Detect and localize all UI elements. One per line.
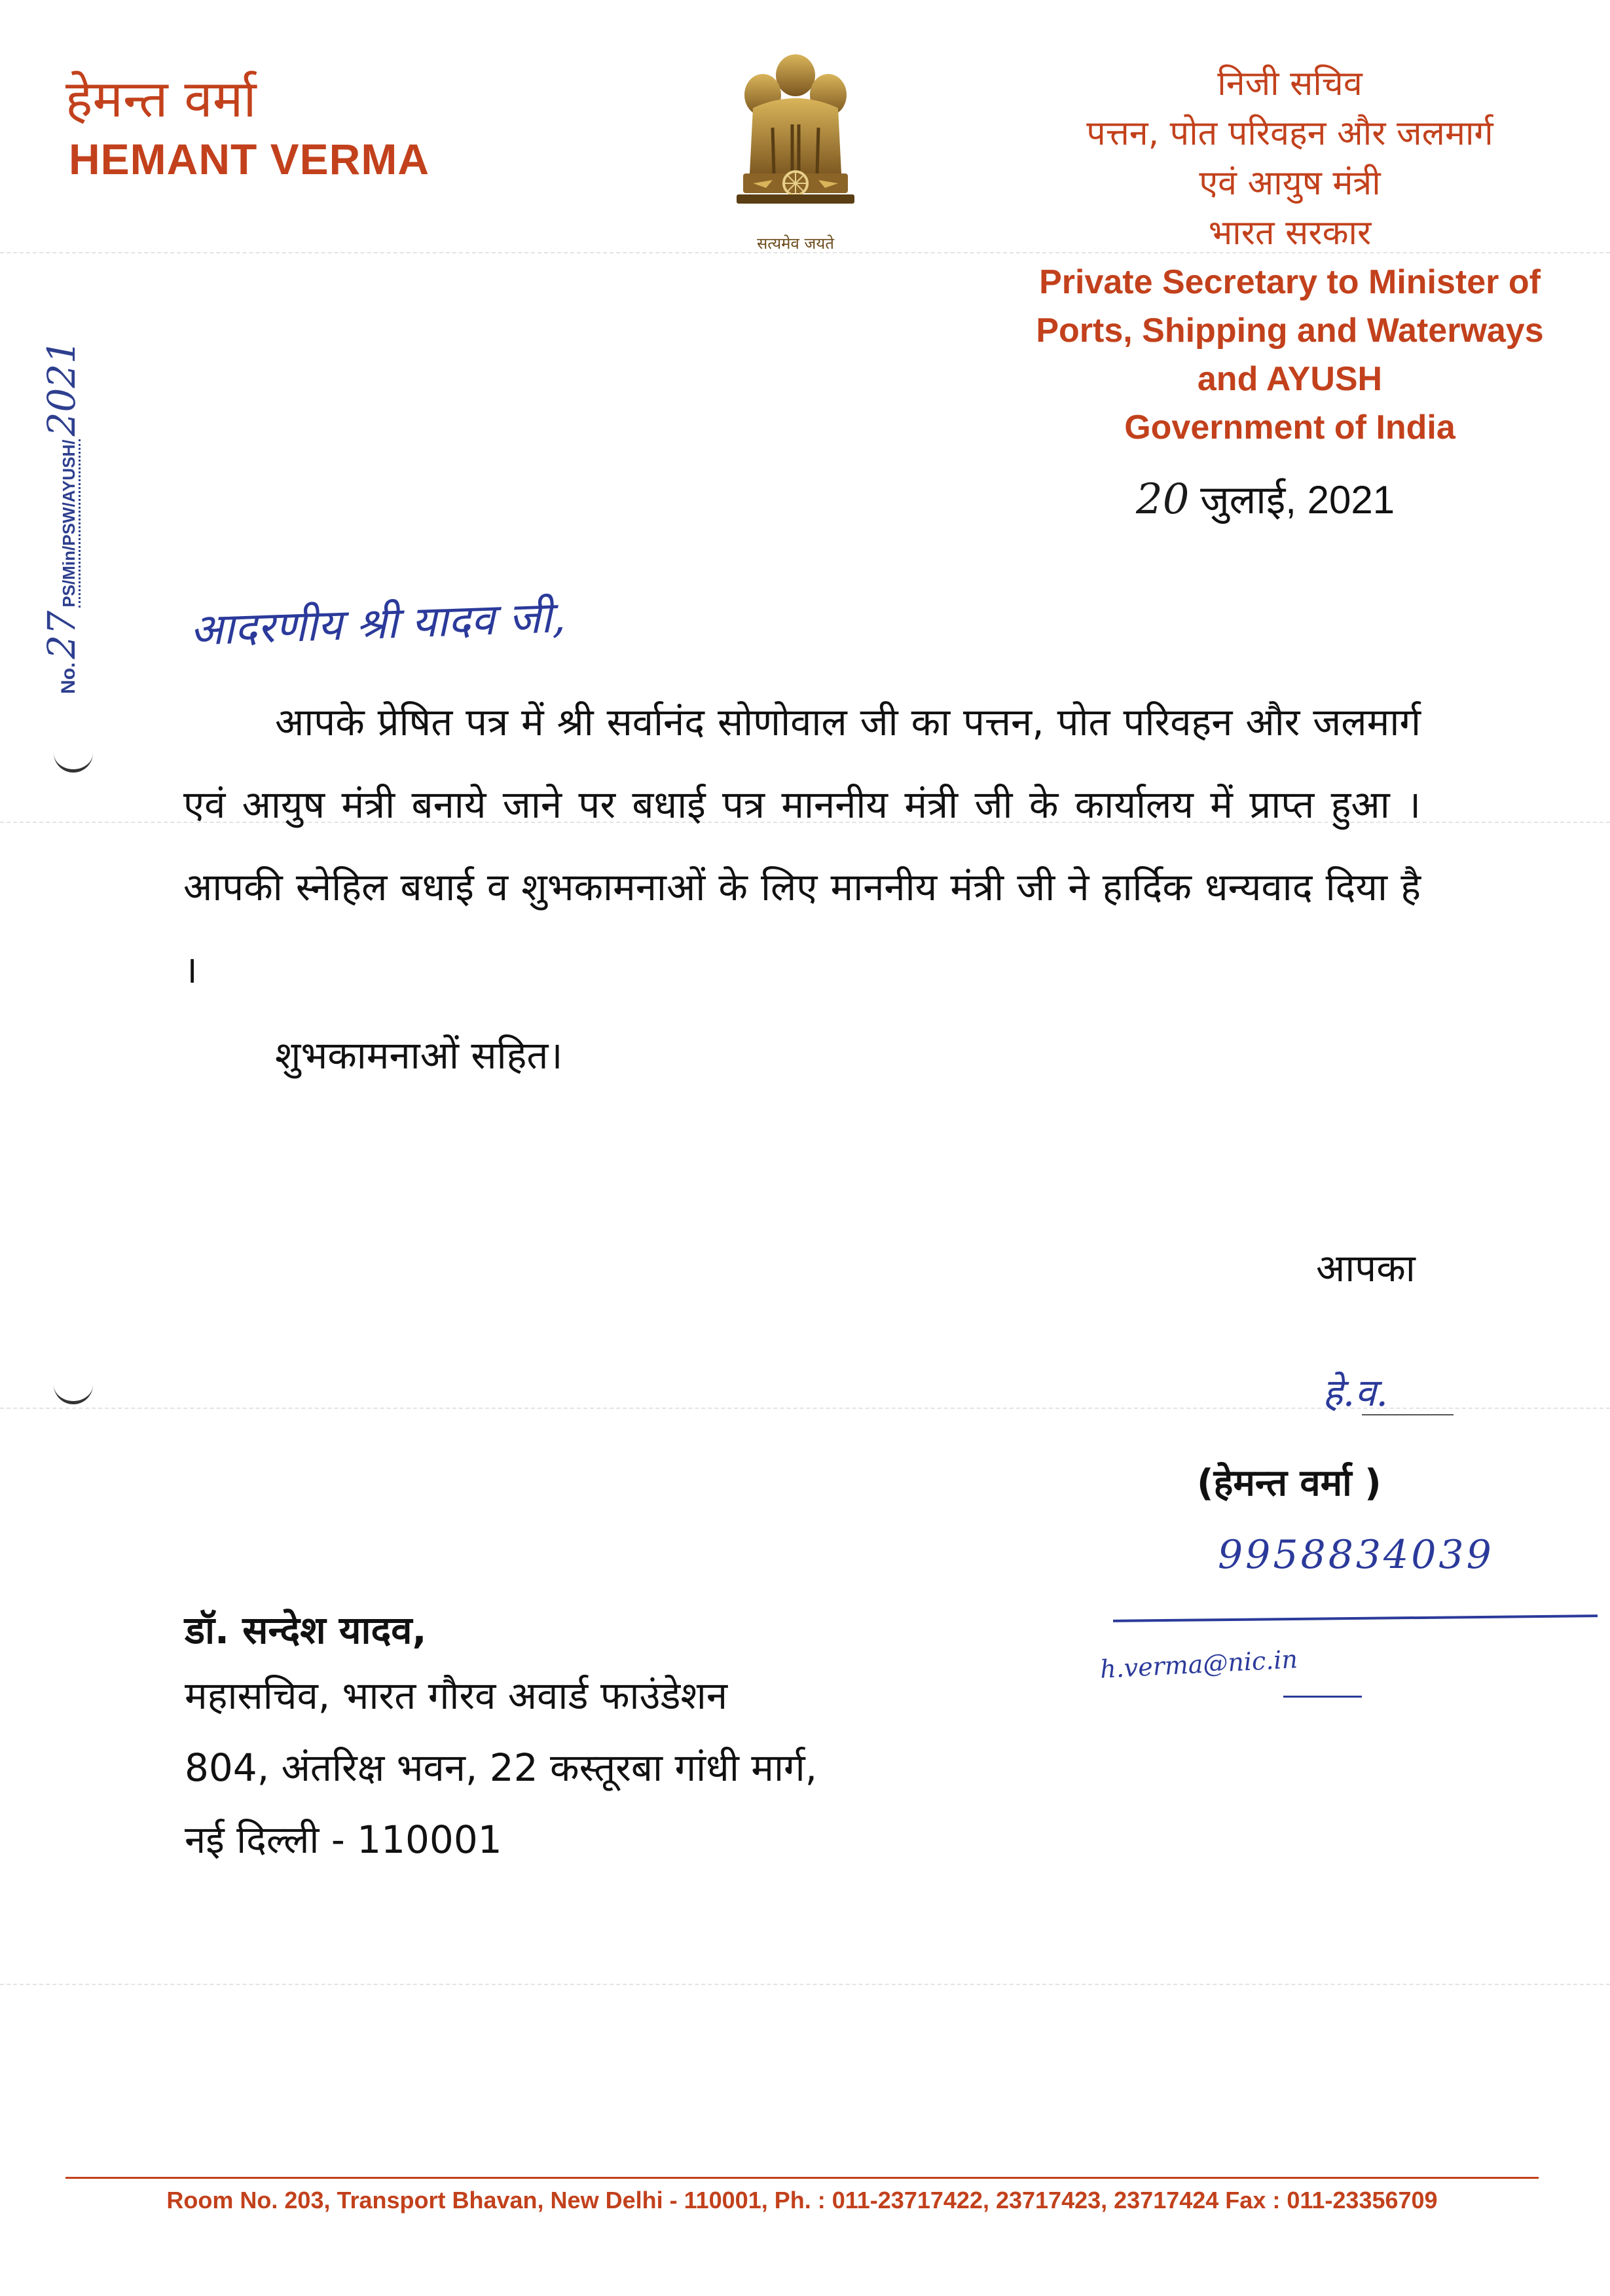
recipient-name: डॉ. सन्देश यादव, <box>185 1608 427 1652</box>
handwritten-underline <box>1113 1614 1598 1622</box>
designation-english-line: and AYUSH <box>1197 360 1383 398</box>
designation-english-line: Ports, Shipping and Waterways <box>1036 312 1544 350</box>
national-emblem-icon <box>727 49 864 259</box>
footer-address: Room No. 203, Transport Bhavan, New Delhi - 110001, Ph. : 011-23717422, 23717423, 23717424 Fax : 011-23356709 <box>166 2187 1438 2214</box>
designation-hindi-line: पत्तन, पोत परिवहन और जलमार्ग <box>1086 114 1493 153</box>
email-handwritten: h.verma@nic.in <box>1099 1645 1298 1684</box>
yours-text: आपका <box>1316 1246 1416 1290</box>
letter-date <box>1136 471 1395 525</box>
salutation-handwritten: आदरणीय श्री यादव जी, <box>189 592 566 655</box>
sender-name-english: HEMANT VERMA <box>69 135 430 183</box>
footer-divider <box>65 2177 1539 2179</box>
recipient-address <box>185 1601 817 1876</box>
emblem-motto: सत्यमेव जयते <box>757 234 834 253</box>
letter-body: आपके प्रेषित पत्र में श्री सर्वानंद सोणोवाल जी का पत्तन, पोत परिवहन और जलमार्ग एवं आयुष मंत्री बनाये जाने पर बधाई पत्र माननीय मंत्री जी के कार्यालय में प्राप्त हुआ । आपकी स्नेहिल बधाई व शुभकामनाओं के लिए माननीय मंत्री जी ने हार्दिक धन्यवाद दिया है । <box>183 700 1421 992</box>
designation-english-line: Government of India <box>1124 409 1455 446</box>
date-day-handwritten: 20 <box>1136 475 1190 524</box>
recipient-line: 804, अंतरिक्ष भवन, 22 कस्तूरबा गांधी मार्ग, <box>185 1745 818 1790</box>
signatory-name: (हेमन्त वर्मा ) <box>1197 1462 1381 1504</box>
designation-english-line: Private Secretary to Minister of <box>1039 263 1541 301</box>
designation-hindi-line: एवं आयुष मंत्री <box>1199 164 1381 203</box>
handwritten-underline <box>1283 1696 1362 1698</box>
reference-number <box>39 340 84 694</box>
reference-number-handwritten: 27 <box>39 610 84 659</box>
designation-block <box>1021 59 1558 452</box>
punch-hole <box>54 750 93 773</box>
phone-handwritten: 9958834039 <box>1218 1532 1494 1578</box>
date-month-year: जुलाई, 2021 <box>1200 478 1395 522</box>
sender-name-hindi: हेमन्त वर्मा <box>65 70 257 129</box>
fold-line <box>0 1984 1610 1985</box>
recipient-line: नई दिल्ली - 110001 <box>185 1817 502 1862</box>
reference-year-handwritten: 2021 <box>39 339 84 437</box>
recipient-line: महासचिव, भारत गौरव अवार्ड फाउंडेशन <box>185 1673 728 1718</box>
designation-hindi-line: भारत सरकार <box>1208 213 1372 253</box>
reference-code: PS/Min/PSW/AYUSH/ <box>59 439 81 607</box>
signature-line <box>1362 1414 1454 1415</box>
reference-prefix: No. <box>58 662 79 694</box>
letter-closing: शुभकामनाओं सहित। <box>275 1033 563 1078</box>
signature: हे.व. <box>1323 1370 1388 1415</box>
punch-hole <box>54 1381 93 1404</box>
designation-hindi-line: निजी सचिव <box>1217 64 1363 103</box>
